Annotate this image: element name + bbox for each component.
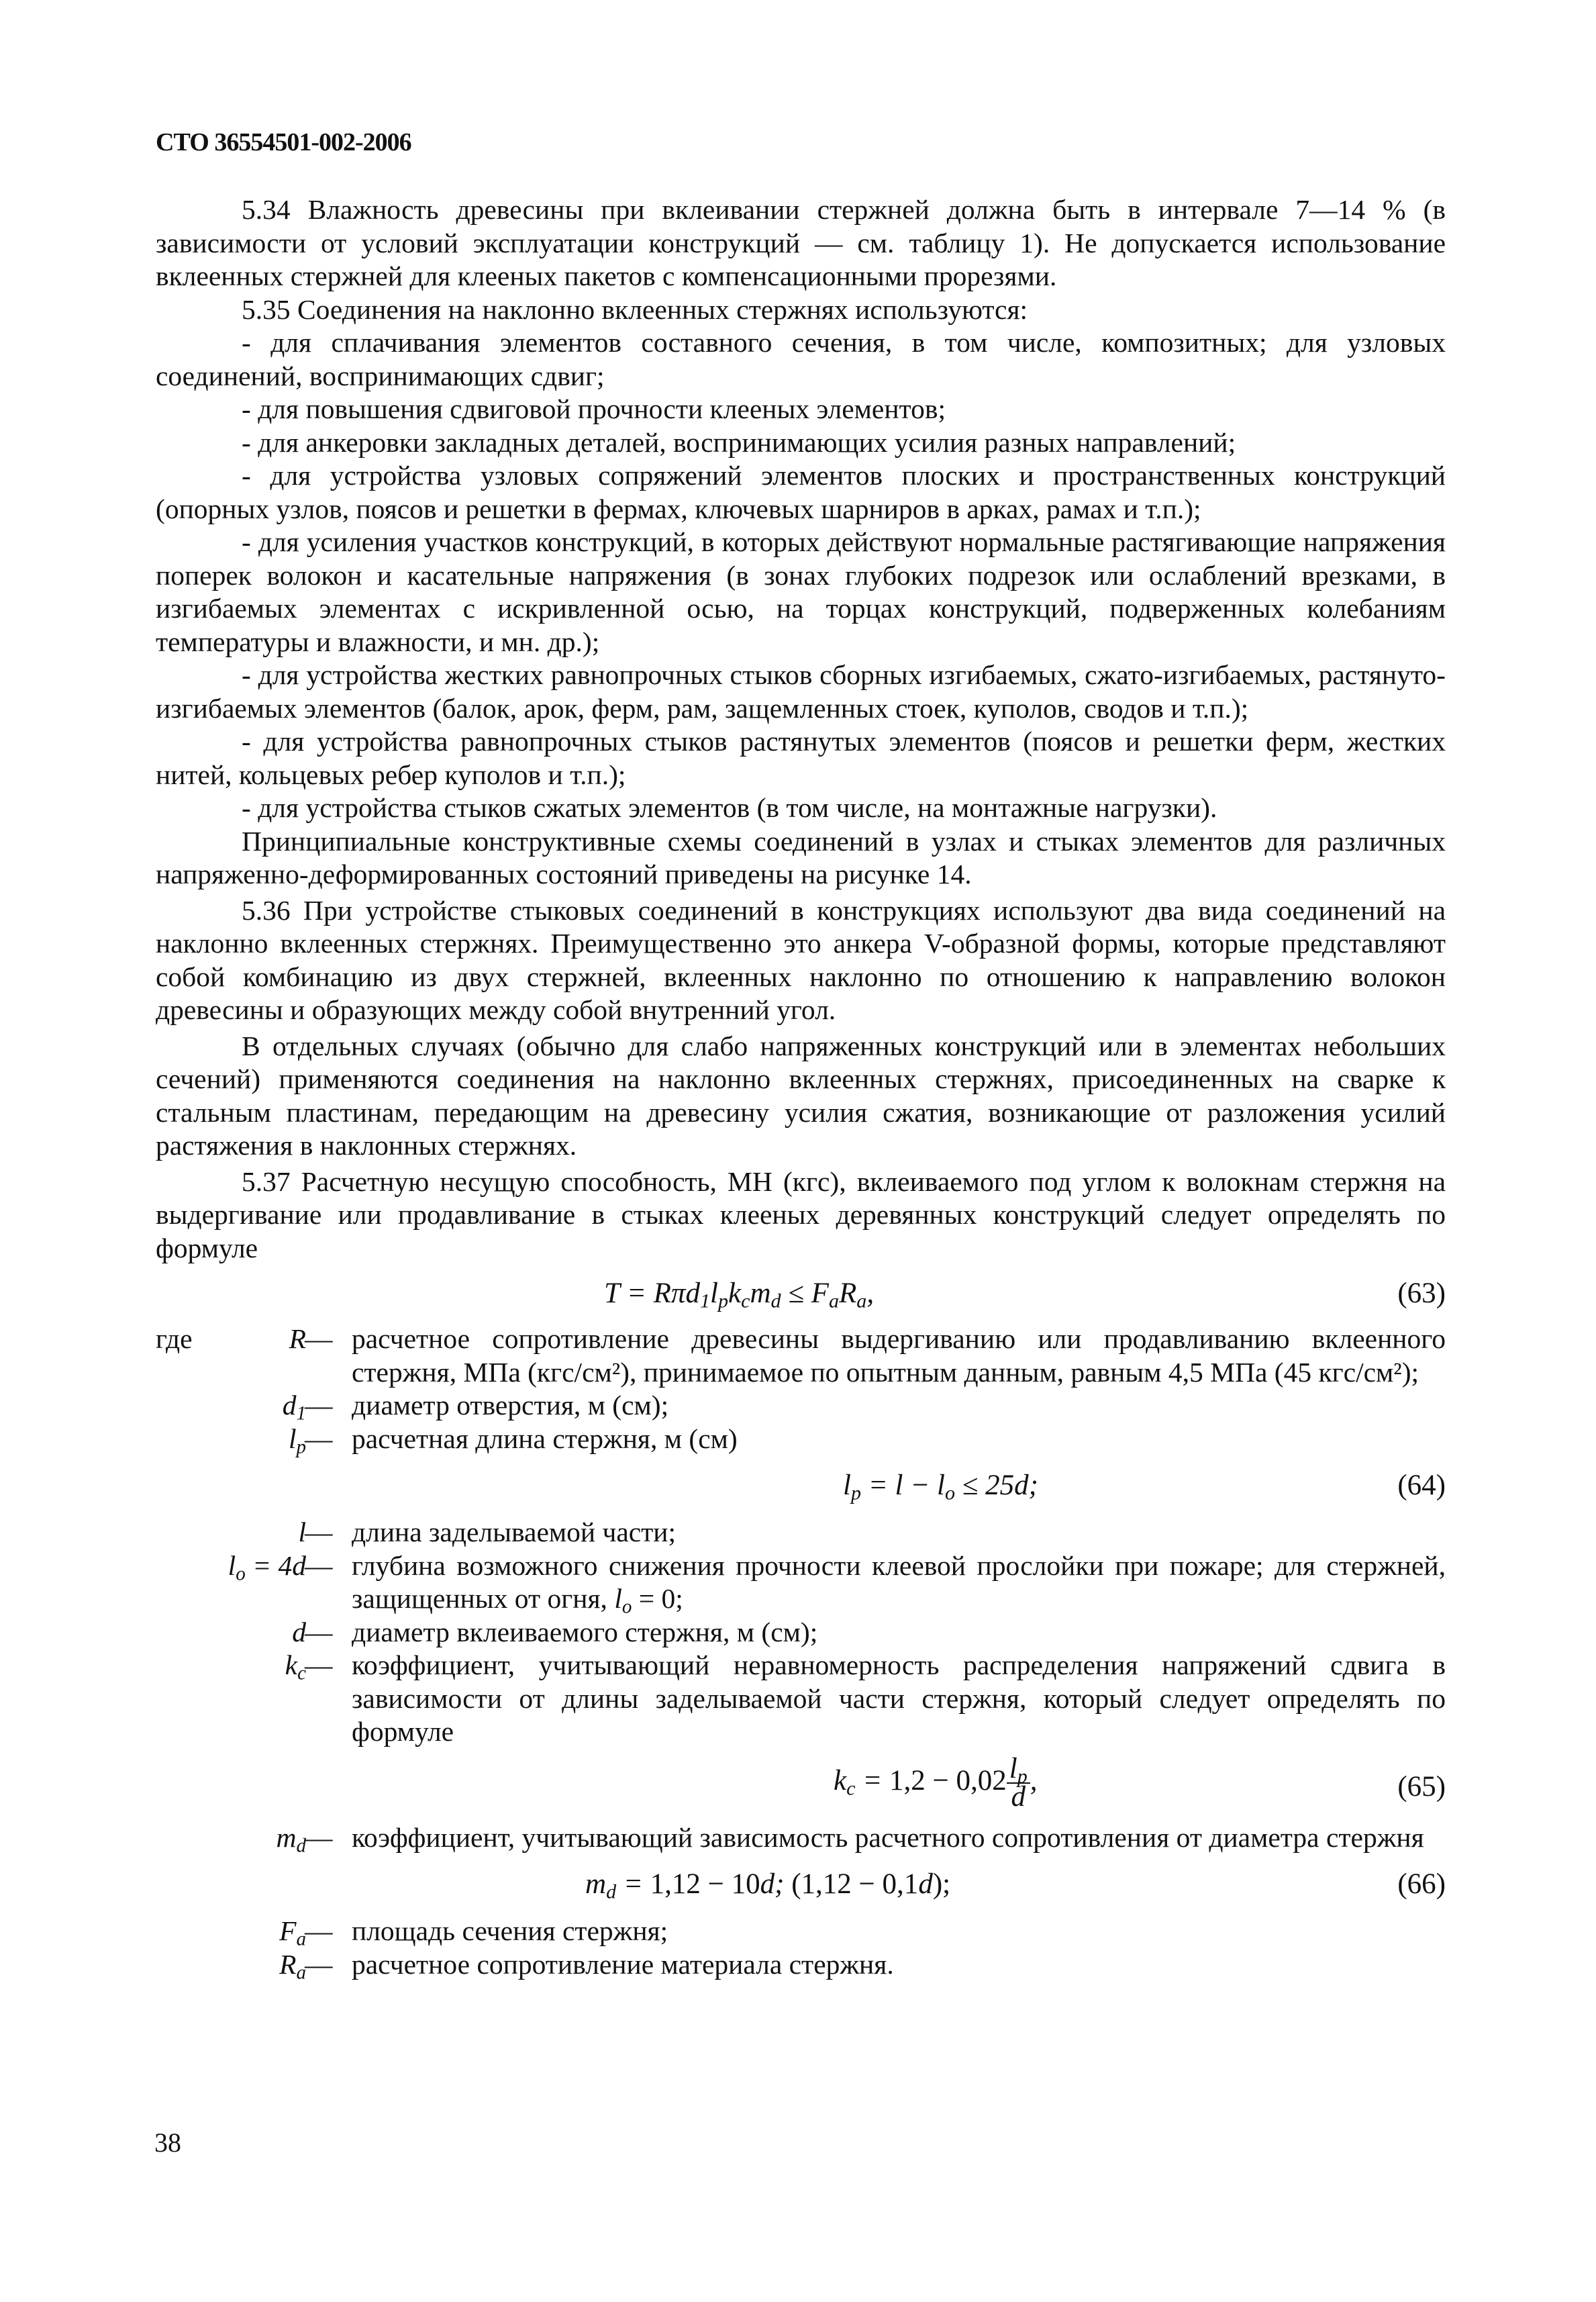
paragraph-special-cases: В отдельных случаях (обычно для слабо напряженных конструкций или в элементах небольших сечений) применяются соединения на наклонно вклеенных стержнях, присоединенных на сварке к стальным пластинам, передающим на древесину усилия сжатия, возникающие от разложения усилий растяжения в наклонных стержнях. [156,1030,1446,1161]
definition-lo: $l_o = 4d$ — глубина возможного снижения прочности клеевой прослойки при пожаре; для стержней, защищенных от огня, $l_o = 0$; [228,1549,1446,1618]
definition-Fa: $F_a$ — площадь сечения стержня; [156,1915,1446,1948]
lo-zero-formula: $l_o$ [614,1583,632,1618]
equation-65-formula: $k_c = 1,2 - 0,02$ $\frac{l_p}{d}$ , [834,1752,1038,1813]
definition-text: расчетное сопротивление древесины выдергиванию или продавливанию вклеенного стержня, МПа (кгс/см²), принимаемое по опытным данным, равным 4,5 МПа (45 кгс/см²); [352,1323,1446,1388]
equation-66-formula: $m_d = 1,12 - 10d$; (1,12 − 0,1d); [585,1868,951,1903]
body-text [156,193,1446,1981]
definition-text: длина заделываемой части; [352,1517,677,1547]
list-item: - для устройства стыков сжатых элементов (в том числе, на монтажные нагрузки). [242,792,1217,823]
list-item: - для сплачивания элементов составного сечения, в том числе, композитных; для узловых соединений, воспринимающих сдвиг; [156,327,1446,391]
dash: — [305,1323,333,1354]
list-item: - для устройства жестких равнопрочных стыков сборных изгибаемых, сжато-изгибаемых, растянуто-изгибаемых элементов (балок, арок, ферм, рам, защемленных стоек, куполов, сводов и т.п.); [156,659,1446,724]
definitions-list [156,1323,1446,1981]
definition-Ra: $R_a$ — расчетное сопротивление материала стержня. [156,1948,1446,1982]
definition-text: коэффициент, учитывающий неравномерность распределения напряжений сдвига в зависимости от длины заделываемой части стержня, который следует определять по формуле [352,1649,1446,1747]
paragraph-schemes: Принципиальные конструктивные схемы соединений в узлах и стыках элементов для различных напряженно-деформированных состояний приведены на рисунке 14. [156,825,1446,890]
equation-64-number: (64) [1397,1470,1446,1501]
list-item: - для усиления участков конструкций, в которых действуют нормальные растягивающие напряжения поперек волокон и касательные напряжения (в зонах глубоких подрезок или ослаблений врезками, в изгибаемых элементах с искривленной осью, на торцах конструкций, подверженных колебаниям температуры и влажности, и мн. др.); [156,526,1446,657]
definition-text: расчетное сопротивление материала стержня. [352,1948,894,1980]
definition-md: $m_d$ — коэффициент, учитывающий зависимость расчетного сопротивления от диаметра стержня [156,1821,1446,1855]
definition-text: коэффициент, учитывающий зависимость расчетного сопротивления от диаметра стержня [352,1821,1424,1853]
page-number: 38 [154,2127,181,2158]
symbol-R: R [289,1323,306,1354]
list-item: - для анкеровки закладных деталей, воспринимающих усилия разных направлений; [242,426,1236,458]
list-item: - для устройства равнопрочных стыков растянутых элементов (поясов и решетки ферм, жестких нитей, кольцевых ребер куполов и т.п.); [156,726,1446,790]
equation-63-formula: $T = R\pi d_1l_pk_cm_d \le F_aR_a$, [604,1278,875,1312]
definition-text: глубина возможного снижения прочности клеевой прослойки при пожаре; для стержней, защищенных от огня, [352,1549,1446,1614]
equation-63 [156,1265,1446,1321]
definition-kc: $k_c$ — коэффициент, учитывающий неравномерность распределения напряжений сдвига в зависимости от длины заделываемой части стержня, который следует определять по формуле [156,1649,1446,1749]
list-item: - для устройства узловых сопряжений элементов плоских и пространственных конструкций (опорных узлов, поясов и решетки в фермах, ключевых шарниров в арках, рамах и т.п.); [156,460,1446,524]
definition-text: диаметр вклеиваемого стержня, м (см); [352,1616,818,1647]
equation-65-number: (65) [1397,1770,1446,1803]
equation-66-number: (66) [1397,1868,1446,1900]
paragraph-5-34: 5.34 Влажность древесины при вклеивании стержней должна быть в интервале 7—14 % (в зависимости от условий эксплуатации конструкций — см. таблицу 1). Не допускается использование вклеенных стержней для клееных пакетов с компенсационными прорезями. [156,194,1446,291]
equation-66 [156,1854,1446,1915]
paragraph-5-37: 5.37 Расчетную несущую способность, МН (кгс), вклеиваемого под углом к волокнам стержня на выдергивание или продавливание в стыках клееных деревянных конструкций следует определять по формуле [156,1165,1446,1263]
definition-d: d — диаметр вклеиваемого стержня, м (см); [156,1616,1446,1649]
equation-63-number: (63) [1397,1278,1446,1309]
equation-65 [156,1749,1446,1821]
paragraph-5-35: 5.35 Соединения на наклонно вклеенных стержнях используются: [242,293,1028,325]
definition-d1: $d_1$ — диаметр отверстия, м (см); [156,1389,1446,1423]
definition-l: l — длина заделываемой части; [156,1516,1446,1549]
equation-64 [156,1455,1446,1516]
definition-text: площадь сечения стержня; [352,1915,668,1946]
definition-lp: $l_p$ — расчетная длина стержня, м (см) [156,1423,1446,1456]
fraction: $\frac{l_p}{d}$ [1007,1756,1030,1811]
paragraph-5-36: 5.36 При устройстве стыковых соединений в конструкциях используют два вида соединений на наклонно вклеенных стержнях. Преимущественно это анкера V-образной формы, которые представляют собой комбинацию из двух стержней, вклеенных наклонно по отношению к направлению волокон древесины и образующих между собой внутренний угол. [156,894,1446,1025]
definition-text: расчетная длина стержня, м (см) [352,1423,738,1454]
list-item: - для повышения сдвиговой прочности клееных элементов; [242,393,946,424]
definition-R [156,1323,1446,1389]
document-code-header: СТО 36554501-002-2006 [156,128,411,156]
equation-64-formula: $l_p = l - l_o \le 25d$; [843,1470,1038,1504]
where-label: где [156,1323,193,1354]
definition-text: диаметр отверстия, м (см); [352,1390,669,1421]
